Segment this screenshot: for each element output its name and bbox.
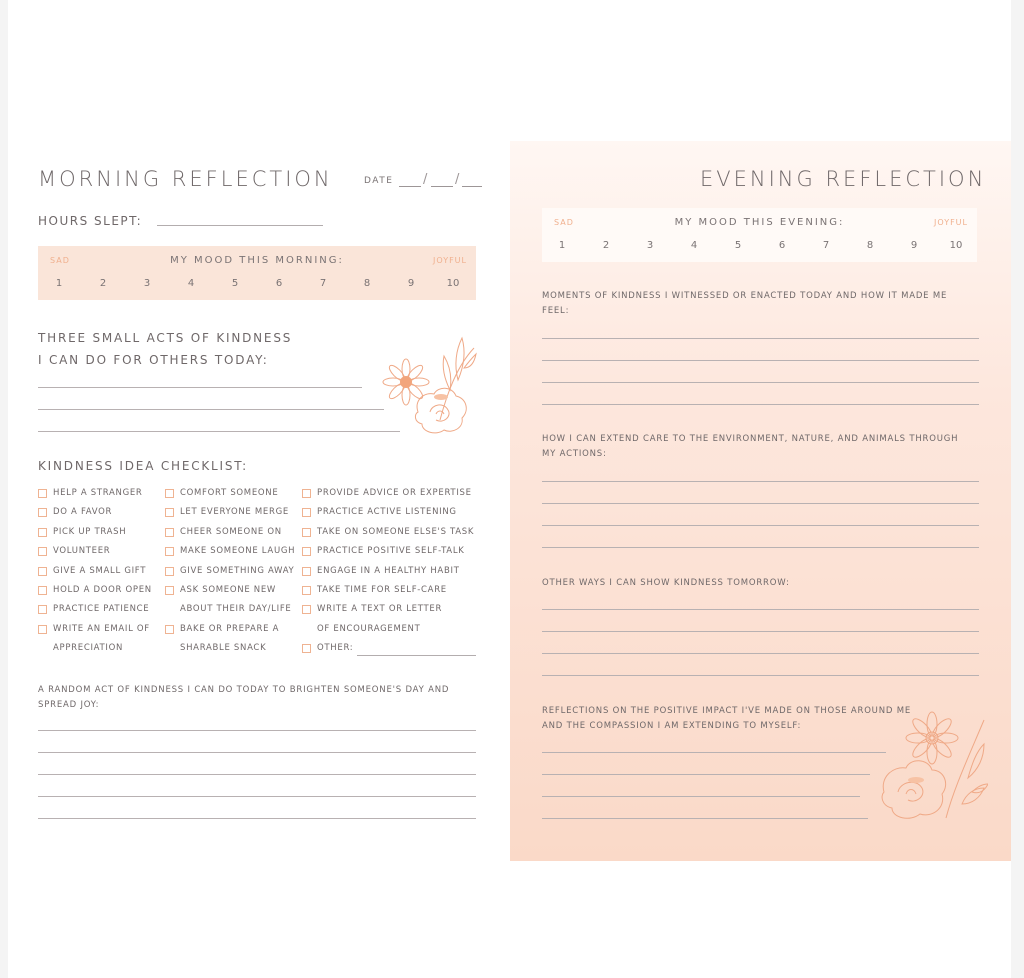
checklist-item-label: SHARABLE SNACK	[180, 643, 267, 653]
checklist-item-label: DO A FAVOR	[53, 507, 113, 517]
kindness-checklist-heading: KINDNESS IDEA CHECKLIST:	[38, 459, 248, 473]
evening-write-line[interactable]	[542, 774, 870, 775]
act-write-line[interactable]	[38, 431, 400, 432]
mood-option-10[interactable]: 10	[949, 240, 963, 251]
mood-option-10[interactable]: 10	[446, 278, 460, 289]
evening-write-line[interactable]	[542, 404, 979, 405]
checkbox-icon[interactable]	[38, 605, 47, 614]
act-write-line[interactable]	[38, 409, 384, 410]
checkbox-icon[interactable]	[38, 586, 47, 595]
morning-mood-scale	[38, 246, 476, 300]
mood-option-5[interactable]: 5	[231, 278, 239, 289]
checklist-item-label: VOLUNTEER	[53, 546, 111, 556]
checkbox-icon[interactable]	[165, 567, 174, 576]
kindness-moments-prompt: MOMENTS OF KINDNESS I WITNESSED OR ENACTED TODAY AND HOW IT MADE ME FEEL:	[542, 291, 948, 316]
checkbox-icon[interactable]	[165, 489, 174, 498]
checklist-item-label: PRACTICE PATIENCE	[53, 604, 150, 614]
evening-write-line[interactable]	[542, 547, 979, 548]
checklist-item-label: GIVE A SMALL GIFT	[53, 566, 147, 576]
positive-impact-prompt: REFLECTIONS ON THE POSITIVE IMPACT I'VE MADE ON THOSE AROUND ME AND THE COMPASSION I AM EXTENDING TO MYSELF:	[542, 706, 912, 731]
evening-title: EVENING REFLECTION	[700, 167, 987, 191]
checkbox-icon[interactable]	[38, 489, 47, 498]
evening-write-line[interactable]	[542, 609, 979, 610]
checklist-item-label: WRITE A TEXT OR LETTER	[317, 604, 443, 614]
checklist-item-label: PRACTICE ACTIVE LISTENING	[317, 507, 457, 517]
checkbox-icon[interactable]	[165, 586, 174, 595]
evening-write-line[interactable]	[542, 631, 979, 632]
flower-illustration-icon	[378, 320, 478, 438]
random-write-line[interactable]	[38, 774, 476, 775]
evening-write-line[interactable]	[542, 525, 979, 526]
checkbox-icon[interactable]	[38, 508, 47, 517]
checkbox-icon[interactable]	[165, 508, 174, 517]
random-write-line[interactable]	[38, 730, 476, 731]
checklist-item-label: APPRECIATION	[53, 643, 124, 653]
mood-option-2[interactable]: 2	[602, 240, 610, 251]
checkbox-icon[interactable]	[38, 528, 47, 537]
evening-mood-scale	[542, 208, 977, 262]
checklist-item-label: OF ENCOURAGEMENT	[317, 624, 421, 634]
checklist-item-label: HELP A STRANGER	[53, 488, 143, 498]
checkbox-icon[interactable]	[302, 489, 311, 498]
evening-write-line[interactable]	[542, 481, 979, 482]
mood-option-7[interactable]: 7	[319, 278, 327, 289]
mood-option-9[interactable]: 9	[910, 240, 918, 251]
other-write-line[interactable]	[357, 655, 476, 656]
morning-title: MORNING REFLECTION	[38, 167, 333, 191]
checkbox-icon[interactable]	[38, 625, 47, 634]
checklist-item-label: MAKE SOMEONE LAUGH	[180, 546, 296, 556]
mood-option-6[interactable]: 6	[275, 278, 283, 289]
mood-joyful-label: JOYFUL	[432, 256, 467, 265]
checklist-item-label: PICK UP TRASH	[53, 527, 127, 537]
checkbox-icon[interactable]	[302, 644, 311, 653]
checklist-item-label: COMFORT SOMEONE	[180, 488, 279, 498]
checklist-item-label: PROVIDE ADVICE OR EXPERTISE	[317, 488, 472, 498]
checklist-item-label: BAKE OR PREPARE A	[180, 624, 280, 634]
mood-option-8[interactable]: 8	[363, 278, 371, 289]
mood-option-6[interactable]: 6	[778, 240, 786, 251]
mood-option-8[interactable]: 8	[866, 240, 874, 251]
hours-slept-field[interactable]	[157, 225, 323, 226]
mood-sad-label: SAD	[50, 256, 70, 265]
checkbox-icon[interactable]	[302, 567, 311, 576]
act-write-line[interactable]	[38, 387, 362, 388]
random-write-line[interactable]	[38, 818, 476, 819]
checklist-item-label: GIVE SOMETHING AWAY	[180, 566, 295, 576]
random-act-prompt: A RANDOM ACT OF KINDNESS I CAN DO TODAY TO BRIGHTEN SOMEONE'S DAY AND SPREAD JOY:	[38, 685, 450, 710]
checkbox-icon[interactable]	[38, 547, 47, 556]
evening-write-line[interactable]	[542, 818, 868, 819]
checklist-item-label: LET EVERYONE MERGE	[180, 507, 289, 517]
checklist-item-label: WRITE AN EMAIL OF	[53, 624, 150, 634]
evening-write-line[interactable]	[542, 503, 979, 504]
checklist-item-label: TAKE ON SOMEONE ELSE'S TASK	[317, 527, 475, 537]
checkbox-icon[interactable]	[165, 625, 174, 634]
evening-write-line[interactable]	[542, 752, 886, 753]
mood-option-3[interactable]: 3	[646, 240, 654, 251]
mood-option-2[interactable]: 2	[99, 278, 107, 289]
checkbox-icon[interactable]	[302, 528, 311, 537]
mood-title: MY MOOD THIS EVENING:	[674, 217, 845, 228]
date-slash-icon: /	[455, 172, 460, 187]
mood-option-3[interactable]: 3	[143, 278, 151, 289]
mood-option-4[interactable]: 4	[187, 278, 195, 289]
mood-title: MY MOOD THIS MORNING:	[170, 255, 344, 266]
evening-write-line[interactable]	[542, 675, 979, 676]
checklist-item-label: CHEER SOMEONE ON	[180, 527, 282, 537]
mood-option-5[interactable]: 5	[734, 240, 742, 251]
checklist-item-label: ENGAGE IN A HEALTHY HABIT	[317, 566, 460, 576]
mood-option-9[interactable]: 9	[407, 278, 415, 289]
date-month-line[interactable]	[399, 186, 421, 187]
evening-write-line[interactable]	[542, 338, 979, 339]
checklist-item-label: TAKE TIME FOR SELF-CARE	[317, 585, 447, 595]
checkbox-icon[interactable]	[302, 508, 311, 517]
evening-write-line[interactable]	[542, 382, 979, 383]
mood-option-1[interactable]: 1	[55, 278, 63, 289]
checkbox-icon[interactable]	[302, 586, 311, 595]
mood-option-1[interactable]: 1	[558, 240, 566, 251]
checklist-item-label: ABOUT THEIR DAY/LIFE	[180, 604, 292, 614]
acts-heading-line: THREE SMALL ACTS OF KINDNESS	[38, 331, 293, 345]
mood-number-row	[38, 278, 476, 292]
checkbox-icon[interactable]	[302, 605, 311, 614]
date-slash-icon: /	[423, 172, 428, 187]
date-label: DATE	[364, 176, 394, 186]
mood-option-4[interactable]: 4	[690, 240, 698, 251]
random-write-line[interactable]	[38, 796, 476, 797]
checkbox-icon[interactable]	[165, 547, 174, 556]
random-write-line[interactable]	[38, 752, 476, 753]
mood-sad-label: SAD	[554, 218, 574, 227]
tomorrow-kindness-prompt: OTHER WAYS I CAN SHOW KINDNESS TOMORROW:	[542, 578, 790, 588]
evening-write-line[interactable]	[542, 796, 860, 797]
mood-number-row	[542, 240, 977, 254]
checklist-item-label: ASK SOMEONE NEW	[180, 585, 277, 595]
mood-joyful-label: JOYFUL	[933, 218, 968, 227]
checklist-item-label: OTHER:	[317, 643, 354, 653]
acts-of-kindness-heading	[38, 327, 292, 371]
evening-write-line[interactable]	[542, 360, 979, 361]
hours-slept-label: HOURS SLEPT:	[38, 214, 143, 228]
checklist-item-label: HOLD A DOOR OPEN	[53, 585, 152, 595]
acts-heading-line: I CAN DO FOR OTHERS TODAY:	[38, 353, 269, 367]
mood-option-7[interactable]: 7	[822, 240, 830, 251]
checkbox-icon[interactable]	[302, 547, 311, 556]
extend-care-prompt: HOW I CAN EXTEND CARE TO THE ENVIRONMENT, NATURE, AND ANIMALS THROUGH MY ACTIONS:	[542, 434, 959, 459]
flower-illustration-icon	[876, 708, 988, 824]
checkbox-icon[interactable]	[38, 567, 47, 576]
checklist-item-label: PRACTICE POSITIVE SELF-TALK	[317, 546, 465, 556]
checkbox-icon[interactable]	[165, 528, 174, 537]
date-day-line[interactable]	[431, 186, 453, 187]
evening-write-line[interactable]	[542, 653, 979, 654]
date-year-line[interactable]	[462, 186, 482, 187]
